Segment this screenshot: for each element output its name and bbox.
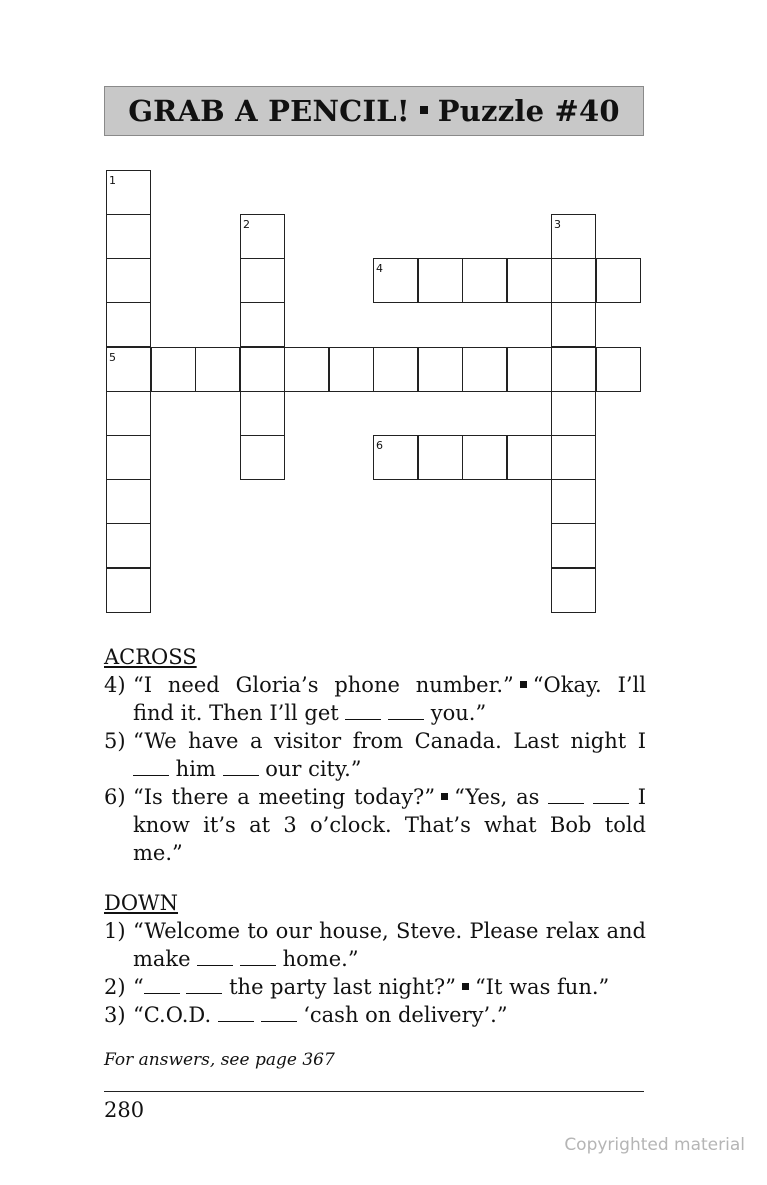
down-heading: DOWN: [104, 891, 179, 915]
crossword-cell[interactable]: [106, 568, 151, 613]
crossword-cell[interactable]: [151, 347, 196, 392]
crossword-cell[interactable]: [106, 523, 151, 568]
clue-text: “Welcome to our house, Steve. Please relax and make: [133, 919, 646, 971]
crossword-cell[interactable]: [418, 435, 463, 480]
footer-divider: [104, 1091, 644, 1092]
crossword-cell[interactable]: [284, 347, 329, 392]
crossword-cell[interactable]: [106, 170, 151, 215]
crossword-cell[interactable]: [240, 435, 285, 480]
clue-text: home.”: [275, 947, 359, 971]
clue-text: “I need Gloria’s phone number.”: [133, 673, 514, 697]
cell-number: 1: [109, 174, 116, 187]
answers-note: For answers, see page 367: [104, 1050, 335, 1070]
cell-number: 3: [554, 218, 561, 231]
crossword-cell[interactable]: [551, 258, 596, 303]
clue-text: “It was fun.”: [474, 975, 610, 999]
clue-text: “Okay. I’ll find it. Then I’ll get: [133, 673, 646, 725]
down-clue-2: [104, 973, 646, 1001]
answer-blank: [593, 787, 629, 804]
answer-blank: [186, 977, 222, 994]
answer-blank: [240, 949, 276, 966]
answer-blank: [388, 703, 424, 720]
clue-text: “: [133, 975, 144, 999]
answer-blank: [133, 759, 169, 776]
crossword-cell[interactable]: [373, 347, 418, 392]
cell-number: 2: [243, 218, 250, 231]
answer-blank: [548, 787, 584, 804]
dialogue-separator-icon: [462, 983, 469, 990]
clue-text: you.”: [424, 701, 487, 725]
across-clue-6: [104, 783, 646, 867]
crossword-cell[interactable]: [106, 479, 151, 524]
clue-text: the party last night?”: [222, 975, 456, 999]
clue-text: I know it’s at 3 o’clock. That’s what Bob told me.”: [133, 785, 646, 865]
crossword-cell[interactable]: [373, 435, 418, 480]
answer-blank: [197, 949, 233, 966]
clue-number: 6): [104, 785, 126, 809]
crossword-cell[interactable]: [462, 258, 507, 303]
answer-blank: [261, 1005, 297, 1022]
crossword-cell[interactable]: [551, 391, 596, 436]
cell-number: 5: [109, 351, 116, 364]
crossword-cell[interactable]: [240, 391, 285, 436]
answer-blank: [345, 703, 381, 720]
crossword-cell[interactable]: [507, 435, 552, 480]
crossword-cell[interactable]: [507, 258, 552, 303]
clue-text: “We have a visitor from Canada. Last night I: [133, 729, 646, 753]
clue-text: ‘cash on delivery’.”: [296, 1003, 508, 1027]
clue-number: 1): [104, 919, 126, 943]
across-section: [104, 643, 646, 867]
down-clue-1: [104, 917, 646, 973]
crossword-cell[interactable]: [106, 391, 151, 436]
down-clue-3: [104, 1001, 646, 1029]
across-clue-5: [104, 727, 646, 783]
title-left: GRAB A PENCIL!: [128, 94, 410, 128]
answer-blank: [218, 1005, 254, 1022]
crossword-cell[interactable]: [462, 347, 507, 392]
clue-text: our city.”: [258, 757, 362, 781]
clue-text: him: [169, 757, 223, 781]
crossword-cell[interactable]: [462, 435, 507, 480]
crossword-cell[interactable]: [106, 347, 151, 392]
crossword-cell[interactable]: [240, 258, 285, 303]
crossword-cell[interactable]: [551, 523, 596, 568]
clue-number: 5): [104, 729, 126, 753]
copyright-watermark: Copyrighted material: [564, 1135, 745, 1155]
crossword-cell[interactable]: [329, 347, 374, 392]
clue-number: 3): [104, 1003, 126, 1027]
cell-number: 6: [376, 439, 383, 452]
dialogue-separator-icon: [441, 793, 448, 800]
title-right: Puzzle #40: [437, 94, 620, 128]
crossword-cell[interactable]: [551, 479, 596, 524]
page-number: 280: [104, 1098, 145, 1122]
answer-blank: [223, 759, 259, 776]
dialogue-separator-icon: [520, 681, 527, 688]
answer-blank: [144, 977, 180, 994]
crossword-cell[interactable]: [507, 347, 552, 392]
crossword-cell[interactable]: [106, 435, 151, 480]
crossword-cell[interactable]: [106, 302, 151, 347]
crossword-cell[interactable]: [240, 347, 285, 392]
crossword-cell[interactable]: [106, 258, 151, 303]
crossword-cell[interactable]: [596, 258, 641, 303]
crossword-cell[interactable]: [418, 347, 463, 392]
crossword-cell[interactable]: [551, 568, 596, 613]
crossword-cell[interactable]: [240, 214, 285, 259]
clue-number: 2): [104, 975, 126, 999]
clue-text: “Is there a meeting today?”: [133, 785, 436, 809]
crossword-cell[interactable]: [373, 258, 418, 303]
crossword-cell[interactable]: [195, 347, 240, 392]
crossword-cell[interactable]: [551, 214, 596, 259]
crossword-cell[interactable]: [418, 258, 463, 303]
down-section: [104, 889, 646, 1029]
across-clue-4: [104, 671, 646, 727]
clue-number: 4): [104, 673, 126, 697]
crossword-cell[interactable]: [106, 214, 151, 259]
across-heading: ACROSS: [104, 645, 197, 669]
crossword-cell[interactable]: [551, 435, 596, 480]
cell-number: 4: [376, 262, 383, 275]
crossword-cell[interactable]: [240, 302, 285, 347]
clue-text: “Yes, as: [454, 785, 540, 809]
crossword-cell[interactable]: [551, 302, 596, 347]
clue-text: “C.O.D.: [133, 1003, 218, 1027]
crossword-cell[interactable]: [551, 347, 596, 392]
crossword-cell[interactable]: [596, 347, 641, 392]
